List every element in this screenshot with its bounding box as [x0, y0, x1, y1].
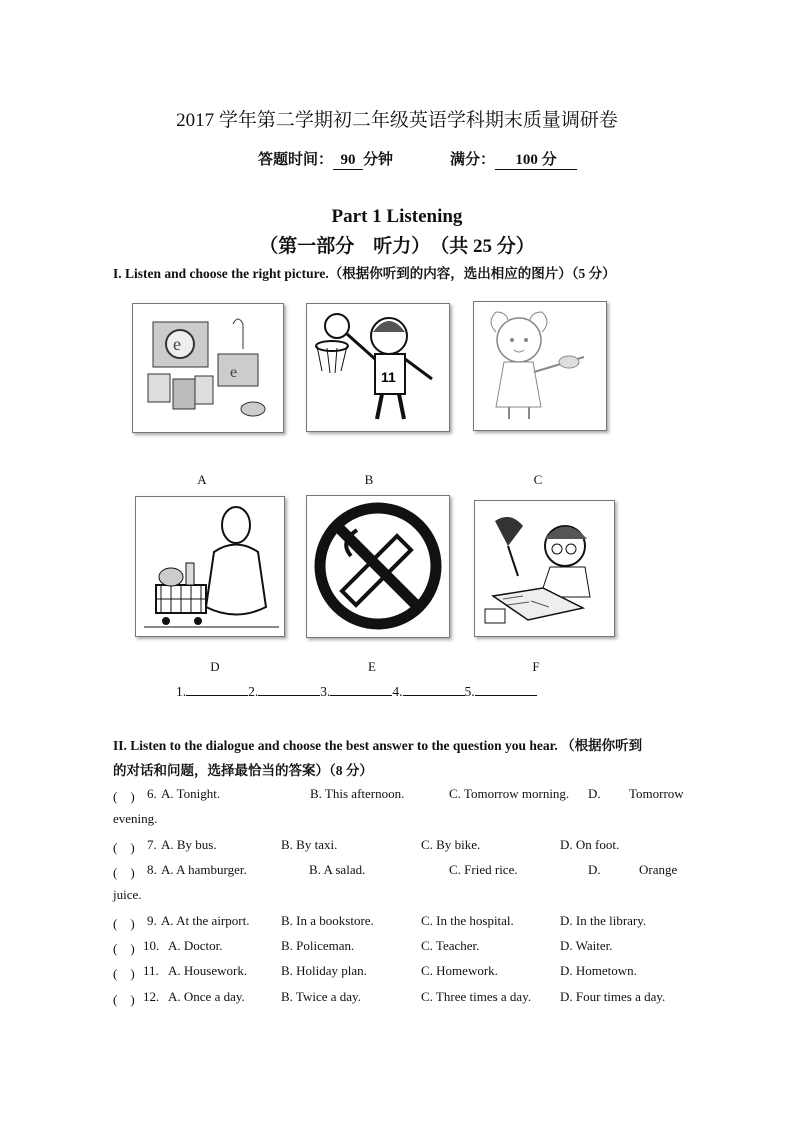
time-unit: 分钟 [363, 152, 394, 168]
answer-blanks [176, 683, 537, 700]
option-c: C. Teacher. [421, 938, 480, 953]
answer-paren[interactable]: ( ) [113, 789, 135, 804]
question-9 [113, 913, 698, 931]
option-c: C. Tomorrow morning. [449, 786, 570, 801]
option-d-wrap: juice. [113, 887, 142, 902]
picture-a [132, 303, 284, 433]
question-10 [113, 938, 698, 956]
picture-letter-d: D [210, 659, 220, 674]
question-8 [113, 862, 698, 902]
answer-paren[interactable]: ( ) [113, 916, 135, 931]
answer-paren[interactable]: ( ) [113, 865, 135, 880]
answer-paren[interactable]: ( ) [113, 966, 135, 981]
option-b: B. A salad. [309, 862, 366, 877]
picture-letter-b: B [364, 472, 374, 487]
question-12 [113, 989, 698, 1007]
option-b: B. In a bookstore. [281, 913, 374, 928]
time-label: 答题时间： [258, 152, 334, 168]
time-value: 90 [333, 152, 363, 170]
girl-violin-icon [474, 302, 606, 430]
question-6 [113, 786, 698, 826]
answer-1[interactable]: 1. [176, 683, 248, 700]
question-number: 9. [147, 913, 157, 928]
option-c: C. Fried rice. [449, 862, 518, 877]
picture-letter-a: A [197, 472, 207, 487]
part-title: Part 1 Listening [331, 206, 463, 227]
option-c: C. By bike. [421, 837, 481, 852]
question-number: 6. [147, 786, 157, 801]
exam-title: 2017 学年第二学期初二年级英语学科期末质量调研卷 [176, 110, 618, 131]
svg-text:e: e [173, 334, 181, 354]
answer-paren[interactable]: ( ) [113, 941, 135, 956]
answer-5[interactable]: 5. [465, 683, 537, 700]
question-number: 10. [143, 938, 160, 953]
picture-c [473, 301, 607, 431]
option-d: D. [588, 862, 601, 877]
picture-e [306, 495, 450, 638]
no-smoking-icon [307, 496, 449, 637]
section2-heading-line2: 的对话和问题，选择最恰当的答案）（8 分） [113, 763, 373, 778]
option-d-wrap: evening. [113, 811, 158, 826]
part-subtitle: （第一部分 听力） （共 25 分） [259, 236, 535, 257]
option-b: B. This afternoon. [310, 786, 405, 801]
option-d-continued: Orange [639, 862, 678, 877]
score-value: 100 分 [495, 148, 577, 170]
question-number: 8. [147, 862, 157, 877]
section1-heading: I. Listen and choose the right picture.（根据你听到的内容，选出相应的图片）（5 分） [113, 266, 616, 281]
option-c: C. In the hospital. [421, 913, 514, 928]
option-a: A. Doctor. [168, 938, 223, 953]
option-a: A. A hamburger. [161, 862, 247, 877]
answer-paren[interactable]: ( ) [113, 992, 135, 1007]
option-b: B. Policeman. [281, 938, 355, 953]
picture-d [135, 496, 285, 637]
option-a: A. Housework. [168, 963, 248, 978]
option-d: D. In the library. [560, 913, 647, 928]
svg-text:11: 11 [381, 369, 396, 385]
option-a: A. By bus. [161, 837, 217, 852]
option-d: D. Hometown. [560, 963, 637, 978]
question-number: 11. [143, 963, 159, 978]
option-b: B. Twice a day. [281, 989, 361, 1004]
svg-text:e: e [230, 364, 238, 381]
option-d-continued: Tomorrow [629, 786, 684, 801]
man-reading-icon [475, 501, 614, 636]
question-7 [113, 837, 698, 855]
question-number: 7. [147, 837, 157, 852]
answer-paren[interactable]: ( ) [113, 840, 135, 855]
question-number: 12. [143, 989, 160, 1004]
option-c: C. Homework. [421, 963, 498, 978]
option-a: A. Once a day. [168, 989, 245, 1004]
computer-shopping-icon [133, 304, 283, 432]
picture-b [306, 303, 450, 432]
full-score [450, 148, 577, 170]
score-label: 满分： [450, 152, 496, 168]
question-11 [113, 963, 698, 981]
option-b: B. By taxi. [281, 837, 338, 852]
answer-3[interactable]: 3. [320, 683, 392, 700]
option-c: C. Three times a day. [421, 989, 532, 1004]
picture-letter-f: F [532, 659, 540, 674]
option-a: A. At the airport. [161, 913, 250, 928]
answer-time [258, 148, 393, 170]
option-d: D. Waiter. [560, 938, 613, 953]
picture-f [474, 500, 615, 637]
basketball-player-icon [307, 304, 449, 431]
answer-4[interactable]: 4. [392, 683, 464, 700]
section2-heading-line1: II. Listen to the dialogue and choose the best answer to the question you hear. （根据你听到 [113, 738, 643, 753]
option-d: D. On foot. [560, 837, 620, 852]
option-b: B. Holiday plan. [281, 963, 367, 978]
picture-letter-c: C [533, 472, 543, 487]
answer-2[interactable]: 2. [248, 683, 320, 700]
option-d: D. Four times a day. [560, 989, 666, 1004]
option-a: A. Tonight. [161, 786, 221, 801]
picture-letter-e: E [368, 659, 376, 674]
shopping-cart-man-icon [136, 497, 284, 636]
option-d: D. [588, 786, 601, 801]
